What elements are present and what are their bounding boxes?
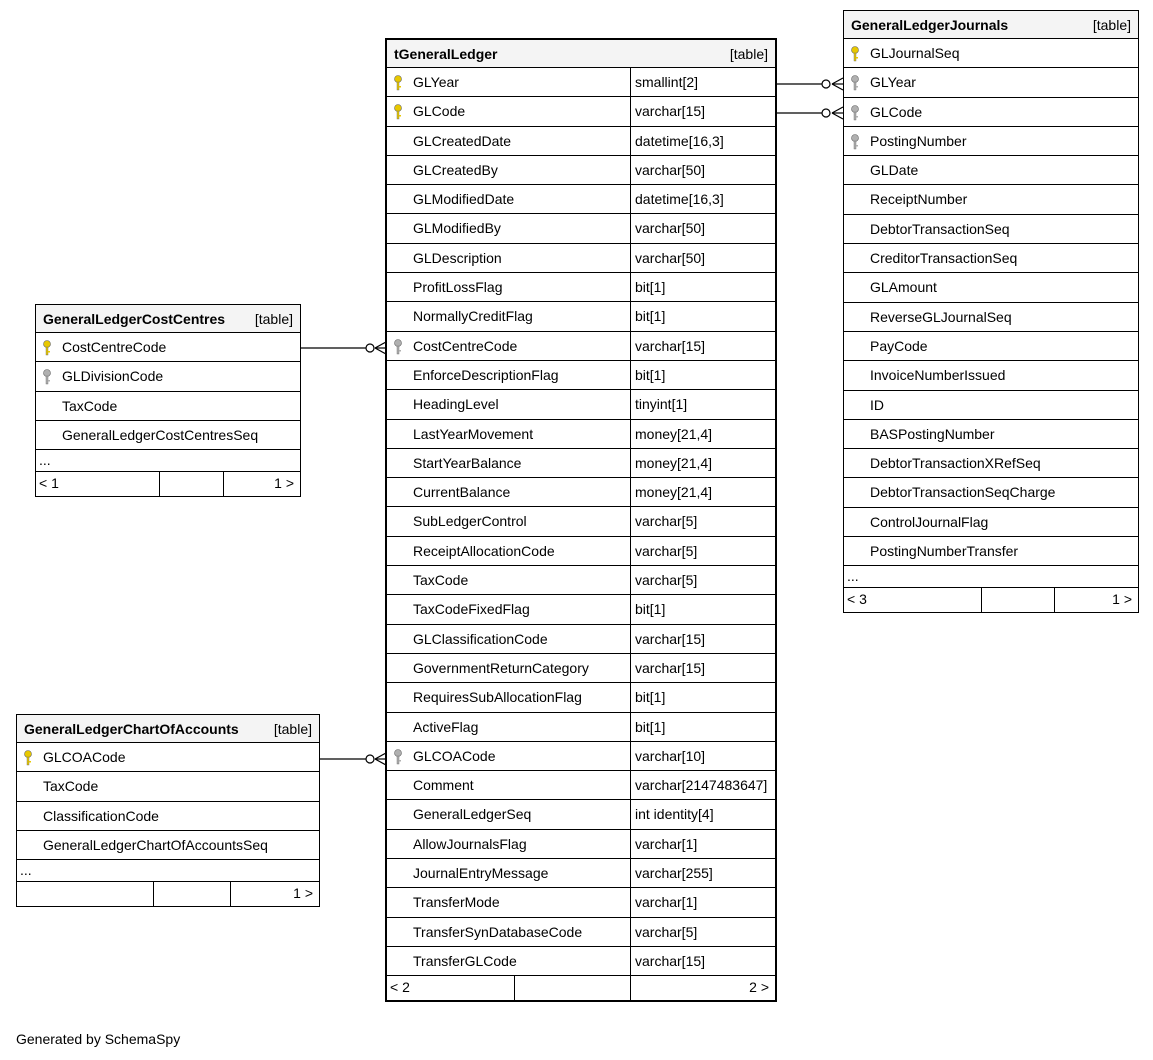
relationship-glcode [776, 107, 843, 119]
column-type: bit[1] [630, 595, 775, 623]
column-name: CreditorTransactionSeq [870, 250, 1018, 267]
column-row-basposting-number[interactable] [844, 420, 1138, 449]
relationship-glyear [776, 78, 843, 90]
column-type: varchar[50] [630, 244, 775, 272]
column-row-receipt-number[interactable] [844, 185, 1138, 214]
table-header [36, 305, 300, 333]
column-row-transfer-mode[interactable] [387, 888, 775, 917]
column-name: CostCentreCode [62, 339, 167, 355]
column-type: varchar[15] [630, 947, 775, 975]
foreign-key-icon [393, 749, 403, 765]
column-name: TransferMode [413, 894, 500, 911]
column-name: GLCOACode [413, 747, 496, 764]
column-name: ReverseGLJournalSeq [870, 308, 1012, 325]
column-name: GeneralLedgerChartOfAccountsSeq [43, 836, 268, 853]
rows-count-cell [514, 976, 630, 1000]
column-row-debtor-transaction-xref-seq[interactable] [844, 449, 1138, 478]
column-name: SubLedgerControl [413, 513, 527, 530]
table-kind-label: [table] [1092, 17, 1131, 33]
column-name: TransferGLCode [413, 952, 517, 969]
parents-count-cell[interactable] [17, 882, 153, 906]
foreign-key-icon [850, 75, 860, 91]
rows-count-cell [153, 882, 230, 906]
column-row-glcoacode[interactable] [17, 743, 319, 772]
column-name: GLYear [870, 74, 916, 91]
column-name: AllowJournalsFlag [413, 835, 527, 852]
parents-count: < 3 [847, 591, 867, 608]
primary-key-icon [393, 104, 403, 120]
column-type: varchar[1] [630, 830, 775, 858]
column-name: InvoiceNumberIssued [870, 367, 1006, 384]
column-row-gldescription[interactable] [387, 244, 775, 273]
column-type: varchar[50] [630, 156, 775, 184]
column-type: varchar[15] [630, 332, 775, 360]
column-name: PostingNumber [870, 132, 967, 149]
column-type: smallint[2] [630, 68, 775, 96]
column-name: ProfitLossFlag [413, 279, 503, 296]
foreign-key-icon [393, 339, 403, 355]
column-type: datetime[16,3] [630, 185, 775, 213]
column-row-sub-ledger-control[interactable] [387, 507, 775, 536]
table-kind-label: [table] [254, 311, 293, 327]
relationship-glcoacode [320, 753, 386, 765]
column-row-tax-code[interactable] [387, 566, 775, 595]
table-header [844, 11, 1138, 39]
column-name: GLYear [413, 74, 459, 90]
column-row-glcode[interactable] [387, 97, 775, 126]
children-count: 1 > [274, 475, 294, 492]
column-name: GLCOACode [43, 749, 126, 765]
column-name: RequiresSubAllocationFlag [413, 689, 582, 706]
column-row-requires-sub-allocation-flag[interactable] [387, 683, 775, 712]
column-name: HeadingLevel [413, 396, 499, 413]
column-row-reverse-gljournal-seq[interactable] [844, 303, 1138, 332]
column-row-glamount[interactable] [844, 273, 1138, 302]
column-name: GLDate [870, 162, 919, 179]
column-name: ControlJournalFlag [870, 513, 989, 530]
column-name: GLCreatedBy [413, 161, 498, 178]
column-row-receipt-allocation-code[interactable] [387, 537, 775, 566]
column-name: PostingNumberTransfer [870, 543, 1019, 560]
generated-by-label: Generated by SchemaSpy [16, 1031, 181, 1047]
column-row-creditor-transaction-seq[interactable] [844, 244, 1138, 273]
column-row-last-year-movement[interactable] [387, 420, 775, 449]
column-name: BASPostingNumber [870, 425, 995, 442]
column-row-glcode[interactable] [844, 98, 1138, 127]
children-count: 1 > [1112, 591, 1132, 608]
column-row-enforce-description-flag[interactable] [387, 361, 775, 390]
column-type: varchar[5] [630, 566, 775, 594]
column-type: varchar[15] [630, 97, 775, 125]
column-name: NormallyCreditFlag [413, 308, 533, 325]
column-row-pay-code[interactable] [844, 332, 1138, 361]
children-count-cell[interactable] [1054, 588, 1138, 612]
table-name: GeneralLedgerJournals [851, 17, 1009, 33]
column-row-general-ledger-cost-centres-seq[interactable] [36, 421, 300, 450]
column-type: money[21,4] [630, 478, 775, 506]
column-type: varchar[50] [630, 214, 775, 242]
foreign-key-icon [850, 105, 860, 121]
primary-key-icon [850, 46, 860, 62]
column-name: GovernmentReturnCategory [413, 659, 589, 676]
column-name: Comment [413, 777, 474, 794]
column-name: TaxCodeFixedFlag [413, 601, 530, 618]
column-row-tax-code[interactable] [36, 392, 300, 421]
column-name: GLCode [870, 103, 923, 120]
column-row-debtor-transaction-seq[interactable] [844, 215, 1138, 244]
table-footer [17, 882, 319, 906]
column-name: ActiveFlag [413, 718, 479, 735]
column-type: varchar[5] [630, 507, 775, 535]
column-row-start-year-balance[interactable] [387, 449, 775, 478]
column-row-government-return-category[interactable] [387, 654, 775, 683]
table-footer [387, 976, 775, 1000]
column-type: int identity[4] [630, 800, 775, 828]
column-row-heading-level[interactable] [387, 390, 775, 419]
column-row-control-journal-flag[interactable] [844, 508, 1138, 537]
column-row-posting-number-transfer[interactable] [844, 537, 1138, 566]
column-name: ReceiptAllocationCode [413, 542, 555, 559]
column-row-active-flag[interactable] [387, 713, 775, 742]
column-name: JournalEntryMessage [413, 865, 549, 882]
column-row-glcoacode[interactable] [387, 742, 775, 771]
column-type: bit[1] [630, 683, 775, 711]
primary-key-icon [393, 75, 403, 91]
table-header [387, 40, 775, 68]
column-name: GLClassificationCode [413, 630, 548, 647]
table-header [17, 715, 319, 743]
parents-count-cell[interactable] [387, 976, 514, 1000]
column-name: DebtorTransactionSeq [870, 220, 1010, 237]
column-type: datetime[16,3] [630, 127, 775, 155]
table-kind-label: [table] [273, 721, 312, 737]
more-columns-ellipsis[interactable]: ... [17, 860, 319, 882]
table-generalledgercostcentres[interactable] [35, 304, 301, 497]
foreign-key-icon [42, 369, 52, 385]
column-row-tax-code[interactable] [17, 772, 319, 801]
children-count-cell[interactable] [630, 976, 775, 1000]
rows-count-cell [981, 588, 1054, 612]
column-row-glmodified-date[interactable] [387, 185, 775, 214]
column-type: varchar[5] [630, 918, 775, 946]
primary-key-icon [42, 340, 52, 356]
column-row-comment[interactable] [387, 771, 775, 800]
column-type: bit[1] [630, 713, 775, 741]
column-row-general-ledger-seq[interactable] [387, 800, 775, 829]
children-count: 2 > [749, 979, 769, 996]
table-footer [36, 472, 300, 496]
column-type: varchar[15] [630, 625, 775, 653]
column-row-glcreated-by[interactable] [387, 156, 775, 185]
table-name: GeneralLedgerChartOfAccounts [24, 721, 239, 737]
column-type: varchar[2147483647] [630, 771, 775, 799]
more-columns-ellipsis[interactable]: ... [36, 450, 300, 472]
table-name: GeneralLedgerCostCentres [43, 311, 226, 327]
column-name: EnforceDescriptionFlag [413, 366, 559, 383]
column-row-id[interactable] [844, 391, 1138, 420]
column-type: bit[1] [630, 361, 775, 389]
column-type: tinyint[1] [630, 390, 775, 418]
column-row-classification-code[interactable] [17, 802, 319, 831]
column-name: PayCode [870, 337, 928, 354]
column-type: varchar[255] [630, 859, 775, 887]
column-name: GLModifiedDate [413, 191, 515, 208]
column-row-posting-number[interactable] [844, 127, 1138, 156]
primary-key-icon [23, 750, 33, 766]
column-row-gljournal-seq[interactable] [844, 39, 1138, 68]
column-row-glclassification-code[interactable] [387, 625, 775, 654]
column-row-cost-centre-code[interactable] [387, 332, 775, 361]
column-name: CostCentreCode [413, 337, 518, 354]
column-name: TaxCode [413, 572, 469, 589]
children-count-cell[interactable] [223, 472, 300, 496]
column-row-normally-credit-flag[interactable] [387, 302, 775, 331]
column-type: money[21,4] [630, 449, 775, 477]
column-row-debtor-transaction-seq-charge[interactable] [844, 478, 1138, 507]
column-name: GLCreatedDate [413, 132, 512, 149]
column-type: varchar[10] [630, 742, 775, 770]
column-row-transfer-syn-database-code[interactable] [387, 918, 775, 947]
table-footer [844, 588, 1138, 612]
column-name: DebtorTransactionXRefSeq [870, 455, 1041, 472]
column-name: ClassificationCode [43, 807, 159, 824]
column-name: GLModifiedBy [413, 220, 501, 237]
column-name: DebtorTransactionSeqCharge [870, 484, 1056, 501]
table-generalledgerchartofaccounts[interactable] [16, 714, 320, 907]
column-row-profit-loss-flag[interactable] [387, 273, 775, 302]
column-row-gldivision-code[interactable] [36, 362, 300, 391]
column-name: StartYearBalance [413, 454, 522, 471]
column-name: TransferSynDatabaseCode [413, 923, 583, 940]
table-name: tGeneralLedger [394, 46, 498, 62]
table-generalledgerjournals[interactable] [843, 10, 1139, 613]
column-name: ID [870, 396, 884, 413]
column-type: varchar[15] [630, 654, 775, 682]
column-name: GLDescription [413, 249, 502, 266]
column-row-glcreated-date[interactable] [387, 127, 775, 156]
column-row-general-ledger-chart-of-accounts-seq[interactable] [17, 831, 319, 860]
foreign-key-icon [850, 134, 860, 150]
column-type: varchar[1] [630, 888, 775, 916]
parents-count-cell[interactable] [844, 588, 981, 612]
children-count-cell[interactable] [230, 882, 319, 906]
column-row-transfer-glcode[interactable] [387, 947, 775, 976]
column-name: ReceiptNumber [870, 191, 968, 208]
column-row-cost-centre-code[interactable] [36, 333, 300, 362]
column-name: CurrentBalance [413, 484, 511, 501]
column-row-invoice-number-issued[interactable] [844, 361, 1138, 390]
column-row-current-balance[interactable] [387, 478, 775, 507]
parents-count: < 1 [39, 475, 59, 492]
column-row-journal-entry-message[interactable] [387, 859, 775, 888]
column-name: TaxCode [43, 778, 99, 795]
parents-count: < 2 [390, 979, 410, 996]
table-kind-label: [table] [729, 46, 768, 62]
column-row-tax-code-fixed-flag[interactable] [387, 595, 775, 624]
column-row-glmodified-by[interactable] [387, 214, 775, 243]
column-name: GLDivisionCode [62, 368, 164, 385]
column-name: TaxCode [62, 397, 118, 414]
column-row-glyear[interactable] [387, 68, 775, 97]
column-name: GLJournalSeq [870, 45, 960, 61]
column-name: GLAmount [870, 279, 937, 296]
column-row-glyear[interactable] [844, 68, 1138, 97]
column-row-allow-journals-flag[interactable] [387, 830, 775, 859]
children-count: 1 > [293, 885, 313, 902]
parents-count-cell[interactable] [36, 472, 159, 496]
column-type: varchar[5] [630, 537, 775, 565]
column-name: GeneralLedgerSeq [413, 806, 532, 823]
column-type: money[21,4] [630, 420, 775, 448]
column-type: bit[1] [630, 302, 775, 330]
column-name: LastYearMovement [413, 425, 534, 442]
column-row-gldate[interactable] [844, 156, 1138, 185]
rows-count-cell [159, 472, 223, 496]
relationship-costcentrecode [301, 342, 386, 354]
column-name: GLCode [413, 103, 466, 120]
column-name: GeneralLedgerCostCentresSeq [62, 426, 259, 443]
table-tgeneralledger[interactable] [385, 38, 777, 1002]
column-type: bit[1] [630, 273, 775, 301]
more-columns-ellipsis[interactable]: ... [844, 566, 1138, 588]
